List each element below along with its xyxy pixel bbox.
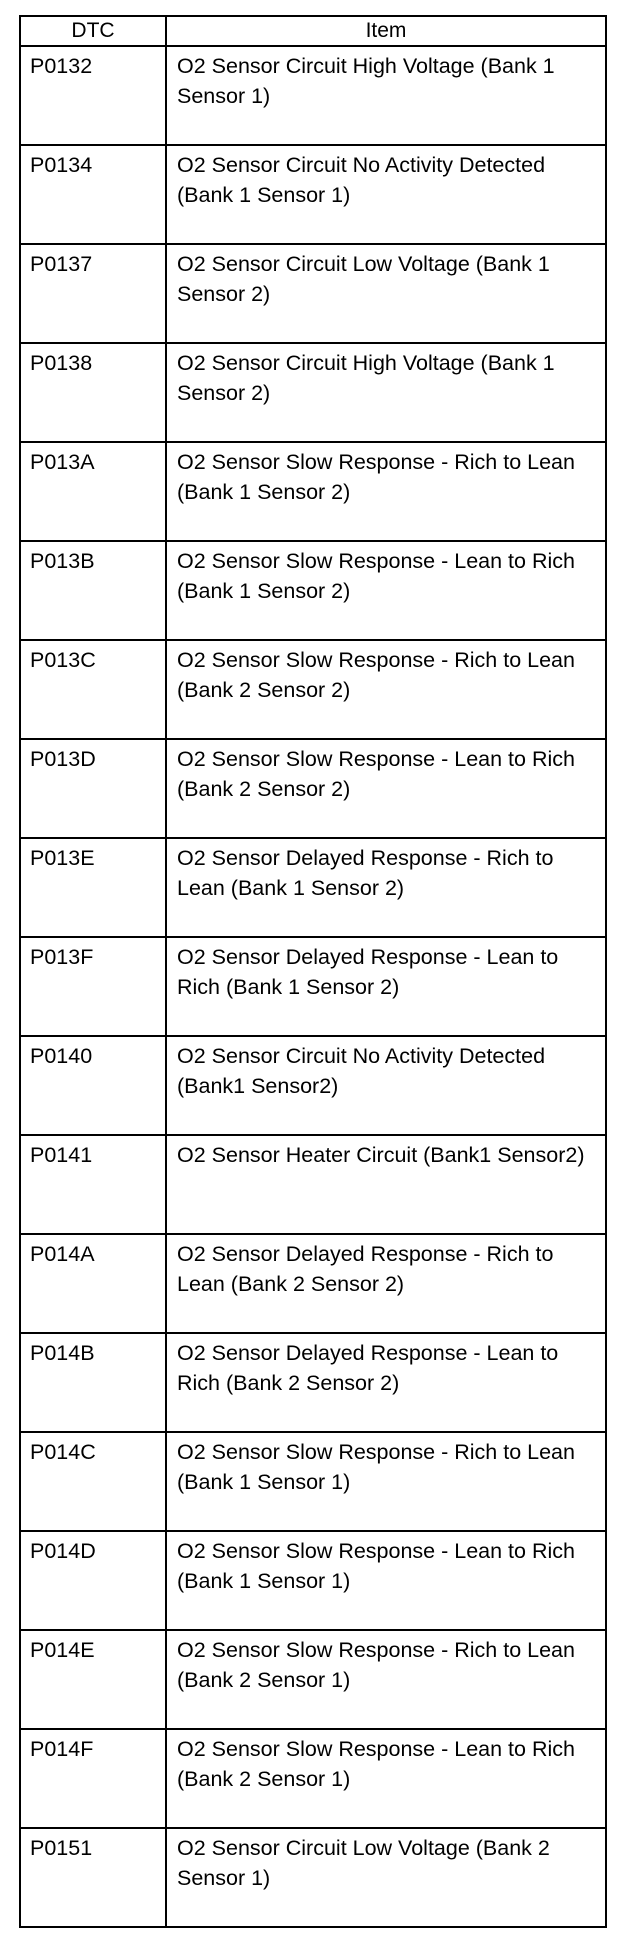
dtc-code-cell: P013A bbox=[20, 442, 166, 541]
table-body bbox=[20, 46, 606, 1927]
dtc-item-cell: O2 Sensor Circuit No Activity Detected (Bank1 Sensor2) bbox=[166, 1036, 606, 1135]
dtc-code-cell: P0132 bbox=[20, 46, 166, 145]
header-row bbox=[20, 16, 606, 46]
dtc-item-cell: O2 Sensor Slow Response - Rich to Lean (Bank 1 Sensor 1) bbox=[166, 1432, 606, 1531]
dtc-item-cell: O2 Sensor Slow Response - Lean to Rich (Bank 1 Sensor 2) bbox=[166, 541, 606, 640]
table-row bbox=[20, 937, 606, 1036]
dtc-code-cell: P014C bbox=[20, 1432, 166, 1531]
dtc-code-cell: P013F bbox=[20, 937, 166, 1036]
table-row bbox=[20, 442, 606, 541]
table-row bbox=[20, 640, 606, 739]
table-row bbox=[20, 541, 606, 640]
dtc-item-cell: O2 Sensor Circuit High Voltage (Bank 1 Sensor 2) bbox=[166, 343, 606, 442]
dtc-item-cell: O2 Sensor Heater Circuit (Bank1 Sensor2) bbox=[166, 1135, 606, 1234]
header-item: Item bbox=[166, 16, 606, 46]
dtc-code-cell: P014A bbox=[20, 1234, 166, 1333]
dtc-item-cell: O2 Sensor Slow Response - Lean to Rich (Bank 2 Sensor 2) bbox=[166, 739, 606, 838]
dtc-code-cell: P013B bbox=[20, 541, 166, 640]
table-row bbox=[20, 46, 606, 145]
dtc-item-cell: O2 Sensor Circuit Low Voltage (Bank 2 Sensor 1) bbox=[166, 1828, 606, 1927]
dtc-code-cell: P0137 bbox=[20, 244, 166, 343]
dtc-code-cell: P0141 bbox=[20, 1135, 166, 1234]
table-row bbox=[20, 1828, 606, 1927]
dtc-code-cell: P014D bbox=[20, 1531, 166, 1630]
dtc-code-cell: P014B bbox=[20, 1333, 166, 1432]
dtc-item-cell: O2 Sensor Delayed Response - Lean to Rich (Bank 1 Sensor 2) bbox=[166, 937, 606, 1036]
dtc-item-cell: O2 Sensor Delayed Response - Rich to Lean (Bank 1 Sensor 2) bbox=[166, 838, 606, 937]
dtc-code-cell: P0134 bbox=[20, 145, 166, 244]
dtc-item-cell: O2 Sensor Slow Response - Lean to Rich (Bank 2 Sensor 1) bbox=[166, 1729, 606, 1828]
header-dtc: DTC bbox=[20, 16, 166, 46]
dtc-code-cell: P0138 bbox=[20, 343, 166, 442]
table-row bbox=[20, 739, 606, 838]
table-row bbox=[20, 1135, 606, 1234]
table-row bbox=[20, 244, 606, 343]
table-row bbox=[20, 838, 606, 937]
dtc-item-cell: O2 Sensor Circuit High Voltage (Bank 1 Sensor 1) bbox=[166, 46, 606, 145]
dtc-item-cell: O2 Sensor Circuit Low Voltage (Bank 1 Sensor 2) bbox=[166, 244, 606, 343]
table-row bbox=[20, 1036, 606, 1135]
table-row bbox=[20, 1432, 606, 1531]
table-row bbox=[20, 1630, 606, 1729]
dtc-code-cell: P0140 bbox=[20, 1036, 166, 1135]
table-row bbox=[20, 145, 606, 244]
table-header bbox=[20, 16, 606, 46]
dtc-item-cell: O2 Sensor Delayed Response - Rich to Lean (Bank 2 Sensor 2) bbox=[166, 1234, 606, 1333]
table-row bbox=[20, 1531, 606, 1630]
table-row bbox=[20, 1234, 606, 1333]
dtc-code-cell: P013D bbox=[20, 739, 166, 838]
dtc-code-cell: P014E bbox=[20, 1630, 166, 1729]
table-row bbox=[20, 343, 606, 442]
dtc-item-cell: O2 Sensor Slow Response - Lean to Rich (Bank 1 Sensor 1) bbox=[166, 1531, 606, 1630]
table-row bbox=[20, 1333, 606, 1432]
dtc-item-cell: O2 Sensor Slow Response - Rich to Lean (Bank 2 Sensor 2) bbox=[166, 640, 606, 739]
dtc-item-cell: O2 Sensor Slow Response - Rich to Lean (Bank 1 Sensor 2) bbox=[166, 442, 606, 541]
dtc-code-cell: P013C bbox=[20, 640, 166, 739]
dtc-item-cell: O2 Sensor Delayed Response - Lean to Rich (Bank 2 Sensor 2) bbox=[166, 1333, 606, 1432]
table-row bbox=[20, 1729, 606, 1828]
dtc-item-cell: O2 Sensor Slow Response - Rich to Lean (Bank 2 Sensor 1) bbox=[166, 1630, 606, 1729]
dtc-code-cell: P0151 bbox=[20, 1828, 166, 1927]
dtc-item-cell: O2 Sensor Circuit No Activity Detected (Bank 1 Sensor 1) bbox=[166, 145, 606, 244]
dtc-code-cell: P013E bbox=[20, 838, 166, 937]
dtc-code-cell: P014F bbox=[20, 1729, 166, 1828]
dtc-table bbox=[19, 15, 607, 1928]
